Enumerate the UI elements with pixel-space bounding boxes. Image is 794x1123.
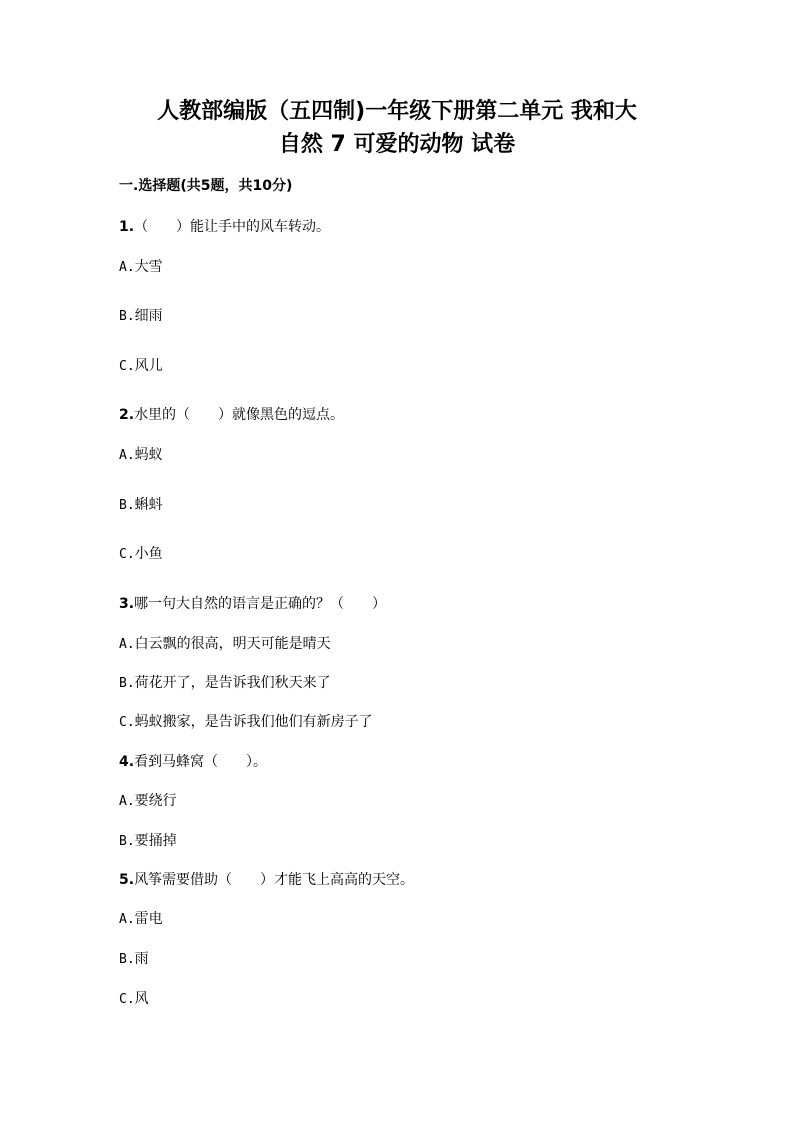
question-text: 看到马蜂窝（ ）。 [134,754,268,770]
option-text: 蝌蚪 [134,497,163,513]
option-text: 大雪 [134,259,163,275]
option-letter: B. [119,309,135,324]
question-3-option-b [119,673,331,694]
option-text: 雨 [134,951,149,967]
option-letter: A. [119,260,135,275]
question-4-option-b [119,831,177,852]
option-text: 小鱼 [134,546,163,562]
question-5-option-a [119,909,163,930]
option-letter: C. [119,547,135,562]
option-text: 风 [134,991,149,1007]
option-letter: B. [119,676,135,691]
question-5-option-b [119,949,149,970]
section-header: 一.选择题(共5题，共10分) [119,178,293,194]
option-letter: C. [119,359,135,374]
page-title-line-2: 自然 7 可爱的动物 试卷 [278,132,516,157]
option-text: 荷花开了，是告诉我们秋天来了 [134,675,331,691]
question-3 [119,594,386,614]
question-3-option-c [119,712,373,733]
question-2-option-b [119,495,163,516]
option-letter: C. [119,992,135,1007]
option-text: 要捅掉 [134,833,177,849]
option-letter: B. [119,498,135,513]
question-1-option-a [119,257,163,278]
page-title-line-1: 人教部编版（五四制)一年级下册第二单元 我和大 [157,99,637,124]
question-5-option-c [119,989,149,1010]
question-2-option-a [119,445,163,466]
option-letter: A. [119,912,135,927]
question-1-option-c [119,356,163,377]
option-letter: B. [119,952,135,967]
option-text: 雷电 [134,911,163,927]
question-text: （ ）能让手中的风车转动。 [134,219,331,235]
question-text: 水里的（ ）就像黑色的逗点。 [134,407,345,423]
option-text: 蚂蚁 [134,447,163,463]
option-text: 要绕行 [134,793,177,809]
option-text: 白云飘的很高，明天可能是晴天 [134,636,331,652]
question-number: 3. [119,596,135,612]
question-1 [119,217,330,237]
question-5 [119,870,414,890]
question-1-option-b [119,306,163,327]
question-2 [119,405,344,425]
question-text: 哪一句大自然的语言是正确的？（ ） [134,596,387,612]
option-text: 蚂蚁搬家，是告诉我们他们有新房子了 [134,714,373,730]
option-letter: A. [119,794,135,809]
option-text: 细雨 [134,308,163,324]
question-4-option-a [119,791,177,812]
question-3-option-a [119,634,331,655]
question-number: 4. [119,754,135,770]
option-letter: C. [119,715,135,730]
option-letter: A. [119,637,135,652]
question-2-option-c [119,544,163,565]
option-letter: A. [119,448,135,463]
question-4 [119,752,267,772]
question-number: 5. [119,872,135,888]
question-number: 1. [119,219,135,235]
option-text: 风儿 [134,358,163,374]
question-text: 风筝需要借助（ ）才能飞上高高的天空。 [134,872,415,888]
option-letter: B. [119,834,135,849]
question-number: 2. [119,407,135,423]
